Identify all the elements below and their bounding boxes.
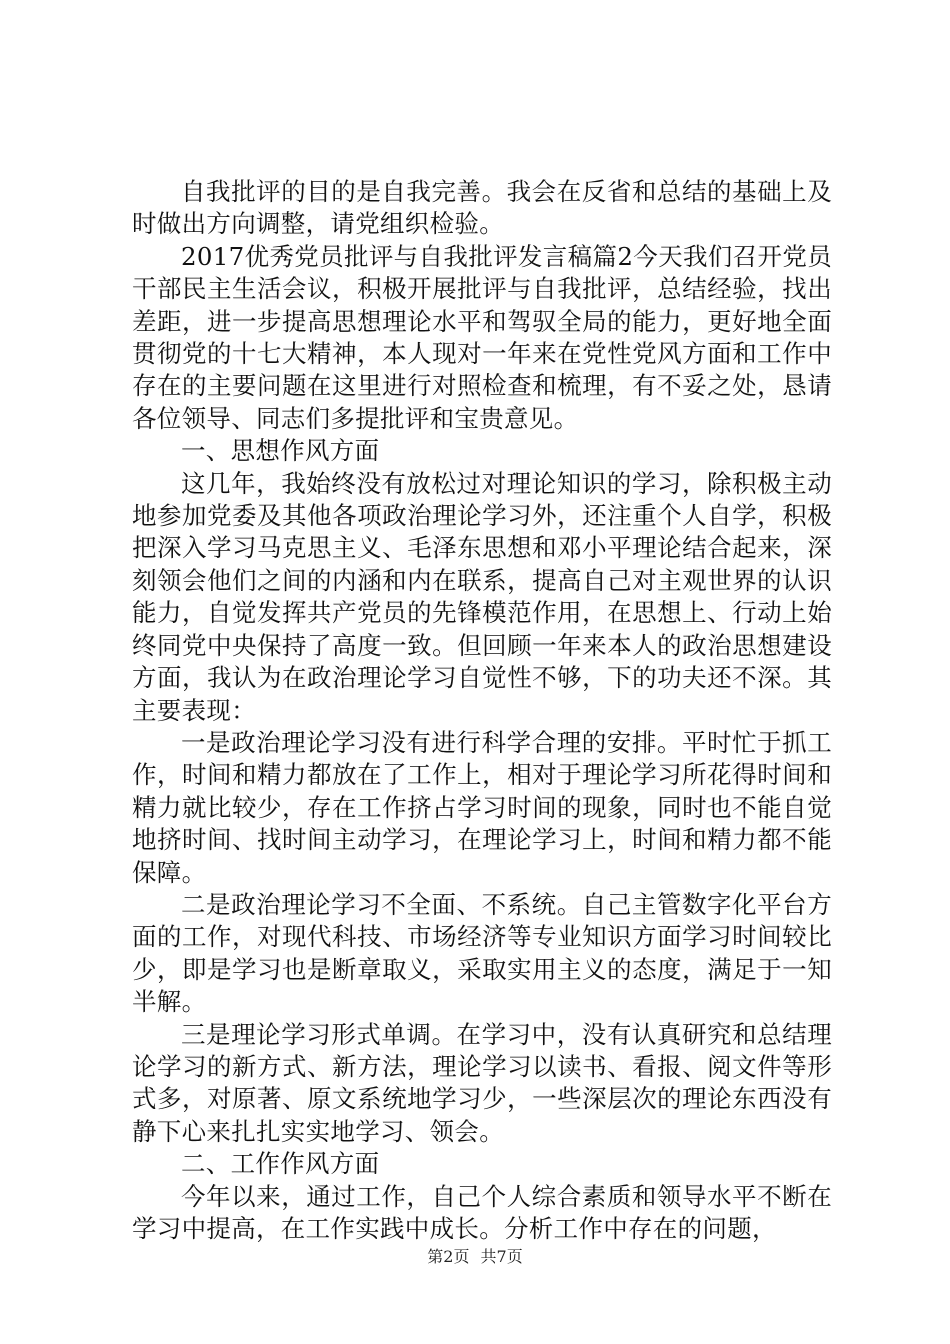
paragraph-ideology-study: 这几年，我始终没有放松过对理论知识的学习，除积极主动地参加党委及其他各项政治理论学习外，还注重个人自学，积极把深入学习马克思主义、毛泽东思想和邓小平理论结合起来，深刻领会他们之间的内涵和内在联系，提高自己对主观世界的认识能力，自觉发挥共产党员的先锋模范作用，在思想上、行动上始终同党中央保持了高度一致。但回顾一年来本人的政治思想建设方面，我认为在政治理论学习自觉性不够，下的功夫还不深。其主要表现： (132, 468, 832, 725)
paragraph-point-three: 三是理论学习形式单调。在学习中，没有认真研究和总结理论学习的新方式、新方法，理论学习以读书、看报、阅文件等形式多，对原著、原文系统地学习少，一些深层次的理论东西没有静下心来扎扎实实地学习、领会。 (132, 1019, 832, 1146)
paragraph-point-two: 二是政治理论学习不全面、不系统。自己主管数字化平台方面的工作，对现代科技、市场经济等专业知识方面学习时间较比少，即是学习也是断章取义，采取实用主义的态度，满足于一知半解。 (132, 889, 832, 1017)
section-heading-ideology: 一、思想作风方面 (181, 436, 380, 466)
document-body (132, 176, 832, 1245)
section-heading-work-style: 二、工作作风方面 (181, 1149, 380, 1179)
paragraph-self-criticism-purpose: 自我批评的目的是自我完善。我会在反省和总结的基础上及时做出方向调整，请党组织检验。 (132, 177, 832, 239)
page-total: 共7页 (480, 1247, 523, 1266)
page-number: 第2页 (427, 1247, 470, 1266)
paragraph-speech-intro: 2017优秀党员批评与自我批评发言稿篇2今天我们召开党员干部民主生活会议，积极开展批评与自我批评，总结经验，找出差距，进一步提高思想理论水平和驾驭全局的能力，更好地全面贯彻党的十七大精神，本人现对一年来在党性党风方面和工作中存在的主要问题在这里进行对照检查和梳理，有不妥之处，恳请各位领导、同志们多提批评和宝贵意见。 (132, 241, 832, 433)
paragraph-work-style: 今年以来，通过工作，自己个人综合素质和领导水平不断在学习中提高，在工作实践中成长。分析工作中存在的问题， (132, 1181, 832, 1243)
paragraph-point-one: 一是政治理论学习没有进行科学合理的安排。平时忙于抓工作，时间和精力都放在了工作上，相对于理论学习所花得时间和精力就比较少，存在工作挤占学习时间的现象，同时也不能自觉地挤时间、找时间主动学习，在理论学习上，时间和精力都不能保障。 (132, 727, 832, 887)
page-footer (0, 1244, 950, 1267)
